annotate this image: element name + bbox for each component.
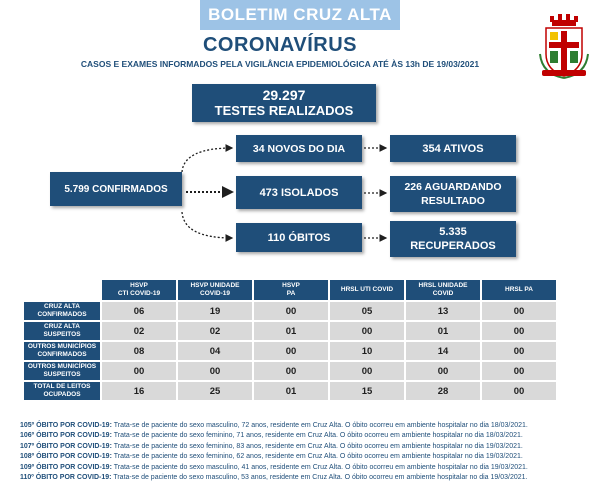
table-cell: 00 bbox=[482, 382, 556, 400]
table-cell: 28 bbox=[406, 382, 480, 400]
table-cell: 14 bbox=[406, 342, 480, 360]
table-cell: 00 bbox=[254, 342, 328, 360]
table-cell: 00 bbox=[482, 302, 556, 320]
awaiting-line-2: RESULTADO bbox=[421, 195, 485, 207]
page-title: CORONAVÍRUS bbox=[202, 34, 358, 56]
table-cell: 00 bbox=[482, 362, 556, 380]
deaths-value: 110 ÓBITOS bbox=[267, 231, 331, 244]
death-note: 105º ÓBITO POR COVID-19: Trata-se de paciente do sexo masculino, 72 anos, residente em Cruz Alta. O óbito ocorreu em ambiente hospitalar no dia 18/03/2021. bbox=[20, 422, 528, 429]
table-row bbox=[24, 382, 556, 400]
table-cell: 00 bbox=[330, 362, 404, 380]
table-cell: 25 bbox=[178, 382, 252, 400]
hospital-beds-table bbox=[22, 278, 558, 402]
isolated-value: 473 ISOLADOS bbox=[259, 186, 339, 199]
table-cell: 00 bbox=[102, 362, 176, 380]
awaiting-box bbox=[390, 176, 516, 212]
awaiting-line-1: 226 AGUARDANDO bbox=[404, 181, 502, 193]
death-note: 109º ÓBITO POR COVID-19: Trata-se de paciente do sexo masculino, 41 anos, residente em Cruz Alta. O óbito ocorreu em ambiente hospitalar no dia 19/03/2021. bbox=[20, 463, 528, 471]
recovered-box bbox=[390, 221, 516, 257]
table-cell: 05 bbox=[330, 302, 404, 320]
row-header: OUTROS MUNICÍPIOS SUSPEITOS bbox=[24, 362, 100, 380]
tests-value: 29.297 bbox=[262, 87, 306, 103]
row-header: CRUZ ALTA CONFIRMADOS bbox=[24, 302, 100, 320]
confirmed-box bbox=[50, 172, 182, 206]
arrow-to-deaths bbox=[182, 212, 232, 238]
column-header: HRSL UTI COVID bbox=[330, 280, 404, 300]
table-cell: 01 bbox=[254, 322, 328, 340]
new-today-value: 34 NOVOS DO DIA bbox=[252, 142, 346, 155]
bulletin-banner: BOLETIM CRUZ ALTA bbox=[200, 0, 400, 30]
death-note: 106º ÓBITO POR COVID-19: Trata-se de paciente do sexo feminino, 71 anos, residente em Cruz Alta. O óbito ocorreu em ambiente hospitalar no dia 18/03/2021. bbox=[20, 432, 523, 440]
table-cell: 08 bbox=[102, 342, 176, 360]
deaths-box bbox=[236, 223, 362, 252]
table-cell: 02 bbox=[102, 322, 176, 340]
death-note: 107º ÓBITO POR COVID-19: Trata-se de paciente do sexo feminino, 83 anos, residente em Cruz Alta. O óbito ocorreu em ambiente hospitalar no dia 19/03/2021. bbox=[20, 442, 523, 450]
death-note: 108º ÓBITO POR COVID-19: Trata-se de paciente do sexo feminino, 62 anos, residente em Cruz Alta. O óbito ocorreu em ambiente hospitalar no dia 19/03/2021. bbox=[20, 453, 523, 461]
table-row bbox=[24, 322, 556, 340]
column-header: HSVP CTI COVID-19 bbox=[102, 280, 176, 300]
table-cell: 19 bbox=[178, 302, 252, 320]
death-note: 110º ÓBITO POR COVID-19: Trata-se de paciente do sexo masculino, 53 anos, residente em Cruz Alta. O óbito ocorreu em ambiente hospitalar no dia 19/03/2021. bbox=[20, 474, 528, 482]
table-cell: 00 bbox=[254, 362, 328, 380]
confirmed-value: 5.799 CONFIRMADOS bbox=[64, 183, 168, 195]
new-today-box bbox=[236, 135, 362, 162]
table-cell: 15 bbox=[330, 382, 404, 400]
table-cell: 10 bbox=[330, 342, 404, 360]
recovered-label: RECUPERADOS bbox=[410, 240, 496, 252]
row-header: OUTROS MUNICÍPIOS CONFIRMADOS bbox=[24, 342, 100, 360]
table-cell: 16 bbox=[102, 382, 176, 400]
table-cell: 00 bbox=[330, 322, 404, 340]
table-corner bbox=[24, 280, 100, 300]
tests-box bbox=[192, 84, 376, 122]
column-header: HSVP PA bbox=[254, 280, 328, 300]
table-cell: 13 bbox=[406, 302, 480, 320]
table-cell: 00 bbox=[482, 322, 556, 340]
table-row bbox=[24, 302, 556, 320]
row-header: TOTAL DE LEITOS OCUPADOS bbox=[24, 382, 100, 400]
table-row bbox=[24, 342, 556, 360]
page-subtitle: CASOS E EXAMES INFORMADOS PELA VIGILÂNCIA EPIDEMIOLÓGICA ATÉ ÀS 13h DE 19/03/2021 bbox=[80, 59, 480, 69]
row-header: CRUZ ALTA SUSPEITOS bbox=[24, 322, 100, 340]
table-cell: 00 bbox=[178, 362, 252, 380]
active-box bbox=[390, 135, 516, 162]
arrow-to-new-today bbox=[182, 148, 232, 172]
table-cell: 02 bbox=[178, 322, 252, 340]
isolated-box bbox=[236, 176, 362, 209]
cruz-alta-coat-of-arms-icon bbox=[538, 14, 590, 80]
column-header: HRSL UNIDADE COVID bbox=[406, 280, 480, 300]
table-row bbox=[24, 362, 556, 380]
table-cell: 00 bbox=[482, 342, 556, 360]
tests-label: TESTES REALIZADOS bbox=[214, 103, 354, 118]
column-header: HRSL PA bbox=[482, 280, 556, 300]
death-notes bbox=[20, 421, 595, 483]
table-header-row bbox=[24, 280, 556, 300]
table-cell: 01 bbox=[254, 382, 328, 400]
table-cell: 04 bbox=[178, 342, 252, 360]
active-value: 354 ATIVOS bbox=[422, 142, 484, 155]
column-header: HSVP UNIDADE COVID-19 bbox=[178, 280, 252, 300]
table-cell: 01 bbox=[406, 322, 480, 340]
table-cell: 00 bbox=[254, 302, 328, 320]
recovered-value: 5.335 bbox=[439, 226, 467, 238]
table-cell: 06 bbox=[102, 302, 176, 320]
table-cell: 00 bbox=[406, 362, 480, 380]
